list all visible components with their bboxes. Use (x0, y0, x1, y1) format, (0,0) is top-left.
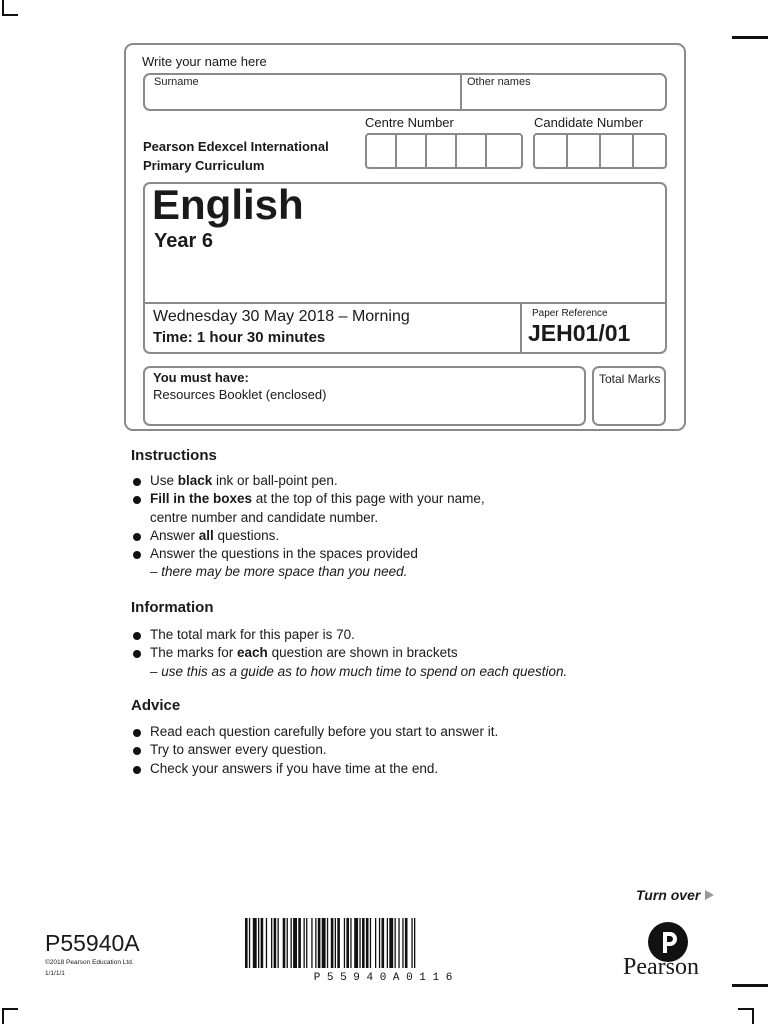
barcode-bar (350, 918, 351, 968)
list-item-text: ink or ball-point pen. (212, 473, 338, 488)
barcode-bar (346, 918, 349, 968)
candidate-digit-box[interactable] (601, 135, 634, 167)
crop-mark-top-right (732, 36, 768, 39)
subject-divider (144, 302, 666, 304)
list-item (131, 472, 691, 490)
list-item-text: each (237, 645, 268, 661)
list-item-text: black (177, 473, 213, 488)
other-names-label: Other names (467, 76, 531, 88)
exam-date: Wednesday 30 May 2018 – Morning (153, 308, 410, 325)
list-item-text: all (198, 527, 214, 543)
candidate-number-label: Candidate Number (534, 115, 644, 130)
must-have-item: Resources Booklet (enclosed) (153, 387, 327, 402)
list-item-text: – use this as a guide as to how much time to spend on each question. (150, 663, 568, 679)
turn-over-arrow-icon (705, 890, 714, 900)
list-item-text: Fill in the boxes (150, 491, 253, 507)
barcode-bar (315, 918, 316, 968)
barcode-bar (271, 918, 272, 968)
list-item-text: Answer (150, 527, 199, 543)
total-marks-label: Total Marks (599, 372, 661, 386)
information-list (131, 626, 691, 681)
barcode-bar (274, 918, 277, 968)
barcode-bar (370, 918, 371, 968)
surname-field[interactable] (146, 90, 458, 108)
must-have-label: You must have: (153, 370, 249, 385)
barcode-bar (366, 918, 369, 968)
list-item-text: questions. (213, 527, 280, 543)
crop-mark-bottom-right-v (752, 1008, 754, 1024)
barcode-bar (261, 918, 264, 968)
barcode-bar (411, 918, 412, 968)
board-line-2: Primary Curriculum (143, 158, 265, 173)
crop-mark-bottom-left-v (2, 1008, 4, 1024)
list-item (131, 644, 691, 662)
list-item: Try to answer every question. (131, 741, 691, 759)
barcode-bar (287, 918, 288, 968)
barcode-bar (405, 918, 408, 968)
list-item-text: question are shown in brackets (267, 645, 458, 661)
barcode-bar (382, 918, 385, 968)
barcode-bar (375, 918, 376, 968)
advice-heading: Advice (131, 697, 181, 714)
other-names-field[interactable] (464, 90, 664, 108)
list-item-text: at the top of this page with your name, (252, 491, 485, 507)
version: 1/1/1/1 (45, 970, 65, 977)
board-line-1: Pearson Edexcel International (143, 139, 329, 154)
list-item: Check your answers if you have time at the end. (131, 760, 691, 778)
barcode-bar (335, 918, 336, 968)
crop-mark-top-left-h (2, 14, 18, 16)
list-item (131, 663, 691, 681)
barcode-bar (253, 918, 257, 968)
list-item (131, 527, 691, 545)
candidate-digit-box[interactable] (568, 135, 601, 167)
barcode-bar (306, 918, 307, 968)
barcode-bar (245, 918, 248, 968)
list-item-text: – there may be more space than you need. (150, 564, 408, 580)
write-name-label: Write your name here (142, 54, 267, 69)
barcode-bar (402, 918, 403, 968)
barcode-bar (359, 918, 360, 968)
list-item: Read each question carefully before you start to answer it. (131, 723, 691, 741)
turn-over-label: Turn over (636, 887, 701, 903)
barcode-bar (304, 918, 305, 968)
list-item (131, 545, 691, 563)
barcode-bar (249, 918, 250, 968)
barcode-bar (362, 918, 365, 968)
barcode-bar (298, 918, 301, 968)
list-item (131, 490, 691, 508)
list-item-text: centre number and candidate number. (150, 509, 379, 525)
barcode-text: P 5 5 9 4 0 A 0 1 1 6 (313, 972, 453, 984)
barcode-bar (398, 918, 399, 968)
centre-digit-box[interactable] (457, 135, 487, 167)
crop-mark-bottom-right-h (738, 1008, 754, 1010)
list-item-text: The total mark for this paper is 70. (150, 627, 355, 642)
copyright: ©2018 Pearson Education Ltd. (45, 959, 134, 966)
barcode (243, 918, 523, 984)
publisher-name: Pearson (623, 954, 699, 980)
crop-mark-bottom-right (732, 984, 768, 987)
information-heading: Information (131, 599, 214, 616)
barcode-bar (354, 918, 358, 968)
barcode-bar (389, 918, 393, 968)
barcode-bar (278, 918, 279, 968)
centre-number-boxes[interactable] (365, 133, 523, 169)
candidate-digit-box[interactable] (634, 135, 665, 167)
centre-digit-box[interactable] (397, 135, 427, 167)
centre-number-label: Centre Number (365, 115, 454, 130)
barcode-bar (266, 918, 267, 968)
barcode-bar (331, 918, 334, 968)
subject-level: Year 6 (154, 230, 213, 252)
centre-digit-box[interactable] (427, 135, 457, 167)
centre-digit-box[interactable] (487, 135, 517, 167)
barcode-bar (327, 918, 328, 968)
paper-code: P55940A (45, 930, 140, 956)
list-item-text: Use (150, 473, 178, 488)
barcode-bar (318, 918, 321, 968)
name-divider (460, 74, 462, 110)
barcode-bar (291, 918, 292, 968)
list-item (131, 509, 691, 527)
candidate-number-boxes[interactable] (533, 133, 667, 169)
advice-list (131, 723, 691, 778)
subject-title: English (152, 181, 304, 228)
candidate-digit-box[interactable] (535, 135, 568, 167)
crop-mark-bottom-left-h (2, 1008, 18, 1010)
barcode-bar (322, 918, 326, 968)
list-item (131, 563, 691, 581)
list-item (131, 626, 691, 644)
exam-time: Time: 1 hour 30 minutes (153, 329, 326, 346)
barcode-bar (395, 918, 396, 968)
list-item-text: The marks for (150, 645, 238, 661)
surname-label: Surname (154, 76, 199, 88)
barcode-bar (337, 918, 340, 968)
list-item-text: Answer the questions in the spaces provided (150, 546, 418, 562)
barcode-bar (344, 918, 345, 968)
paper-ref-divider (520, 303, 522, 353)
barcode-bar (258, 918, 259, 968)
centre-digit-box[interactable] (367, 135, 397, 167)
exam-board (143, 137, 329, 175)
barcode-bar (293, 918, 297, 968)
barcode-bar (283, 918, 286, 968)
paper-reference-label: Paper Reference (532, 308, 608, 319)
barcode-bar (311, 918, 312, 968)
barcode-bar (387, 918, 388, 968)
instructions-list (131, 472, 691, 582)
instructions-heading: Instructions (131, 447, 217, 464)
barcode-bar (379, 918, 380, 968)
paper-reference: JEH01/01 (528, 320, 631, 346)
barcode-bar (414, 918, 415, 968)
